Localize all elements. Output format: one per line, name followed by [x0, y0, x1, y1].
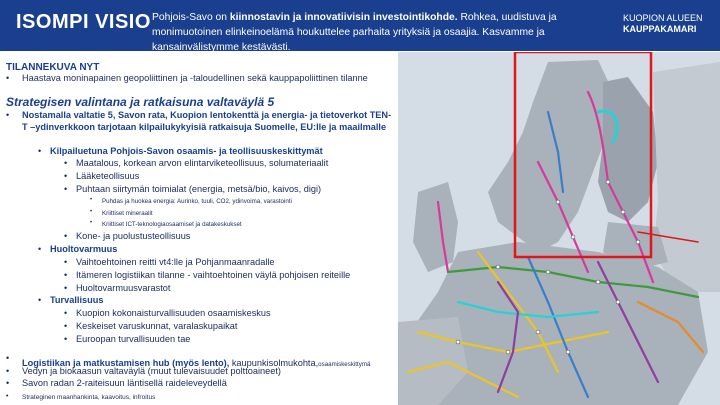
network-node [616, 300, 620, 304]
network-node [621, 210, 625, 214]
vision-text-rest: Rohkea, uudistuva ja monimuotoinen elinkeinoelämä houkuttelee parhaita yrityksiä ja osaajia. Kasvamme ja kansainvälistymme kestävästi. [152, 12, 557, 53]
network-node [496, 265, 500, 269]
network-node [606, 180, 610, 184]
network-node [566, 350, 570, 354]
security-heading: Turvallisuus [50, 295, 104, 305]
vision-text-bold: kiinnostavin ja innovatiivisin investointikohde. [229, 12, 458, 23]
bullet-dot: • [64, 334, 68, 344]
advantage-item: Maatalous, korkean arvon elintarviketeollisuus, solumateriaalit [76, 158, 329, 168]
land-acquisition-item: Strateginen maanhankinta, kaavoitus, infroitus [22, 394, 156, 401]
bullet-dot: • [64, 283, 68, 293]
advantage-item: Puhtaan siirtymän toimialat (energia, metsä/bio, kaivos, digi) [76, 184, 322, 194]
sub-item: Kriittiset mineraalit [102, 210, 153, 217]
network-node [596, 280, 600, 284]
supply-item: Vaihtoehtoinen reitti vt4:lle ja Pohjanmaanradalle [76, 257, 275, 267]
advantage-item: Lääketeollisuus [76, 171, 140, 181]
supply-item: Itämeren logistiikan tilanne - vaihtoehtoinen väylä pohjoisen reiteille [76, 270, 351, 280]
vision-statement [152, 10, 614, 55]
bullet-dot: • [6, 353, 10, 363]
chamber-logo [623, 13, 703, 35]
bullet-dot: • [6, 393, 9, 400]
security-item: Keskeiset varuskunnat, varalaskupaikat [76, 321, 238, 331]
bullet-dot: • [6, 378, 10, 388]
network-node [536, 330, 540, 334]
bullet-dot: • [38, 244, 42, 254]
heading-strategy: Strategisen valintana ja ratkaisuna valtaväylä 5 [6, 95, 275, 109]
bullet-dot: • [64, 321, 68, 331]
bullet-dot: • [64, 171, 68, 181]
bullet-dot: • [64, 158, 68, 168]
sub-item: Kriittiset ICT-teknologiaosaamiset ja datakeskukset [102, 221, 242, 228]
supply-item: Huoltovarmuusvarastot [76, 283, 171, 293]
network-node [571, 235, 575, 239]
heading-situation: TILANNEKUVA NYT [6, 62, 100, 73]
advantage-item: Kone- ja puolustusteollisuus [76, 231, 191, 241]
ten-t-network-map [398, 52, 720, 405]
security-item: Euroopan turvallisuuden tae [76, 334, 191, 344]
network-node [546, 270, 550, 274]
logo-line-2: KAUPPAKAMARI [623, 24, 697, 34]
bullet-dot: • [38, 295, 42, 305]
network-node [506, 350, 510, 354]
bullet-dot: • [38, 146, 42, 156]
network-node [556, 200, 560, 204]
bullet-dot: • [64, 184, 68, 194]
logistics-bold: Logistiikan ja matkustamisen hub (myös lento), [22, 358, 230, 368]
strategy-item-line-1: Nostamalla valtatie 5, Savon rata, Kuopion lentokenttä ja energia- ja tietoverkot TEN- [22, 110, 392, 120]
network-node [636, 240, 640, 244]
bullet-dot: • [6, 366, 10, 376]
sub-item: Puhdas ja huokea energia: Aurinko, tuuli, CO2, ydinvoima, varastointi [102, 198, 292, 205]
bullet-dot: • [64, 257, 68, 267]
content-area [0, 51, 398, 405]
vision-text-intro: Pohjois-Savo on [152, 12, 230, 23]
bullet-dot: • [6, 73, 10, 83]
strategy-item-line-2: T –ydinverkkoon tarjotaan kilpailukykyisiä ratkaisuja Suomelle, EU:lle ja maailmalle [22, 122, 387, 132]
bullet-dot: • [64, 231, 68, 241]
bullet-dot: • [90, 209, 93, 215]
logistics-normal: kaupunkisolmukohta, [229, 358, 319, 368]
rail-item: Savon radan 2-raiteisuun läntisellä raideleveydellä [22, 378, 227, 388]
hydrogen-item: Vedyn ja biokaasun valtaväylä (muut tulevaisuudet polttoaineet) [22, 366, 281, 376]
security-item: Kuopion kokonaisturvallisuuden osaamiskeskus [76, 308, 271, 318]
situation-item: Haastava moninapainen geopoliittinen ja -taloudellinen sekä kauppapoliittinen tilanne [22, 73, 368, 83]
page-title: ISOMPI VISIO [16, 11, 151, 33]
bullet-dot: • [64, 270, 68, 280]
bullet-dot: • [6, 110, 10, 120]
supply-security-heading: Huoltovarmuus [50, 244, 118, 254]
bullet-dot: • [90, 220, 93, 226]
bullet-dot: • [64, 308, 68, 318]
network-node [456, 340, 460, 344]
logistics-small: osaamiskeskittymä [318, 361, 371, 368]
header-banner [0, 0, 720, 51]
logo-line-1: KUOPION ALUEEN [623, 13, 703, 23]
competitive-advantage-heading: Kilpailuetuna Pohjois-Savon osaamis- ja teollisuuskeskittymät [50, 146, 323, 156]
bullet-dot: • [90, 197, 93, 203]
